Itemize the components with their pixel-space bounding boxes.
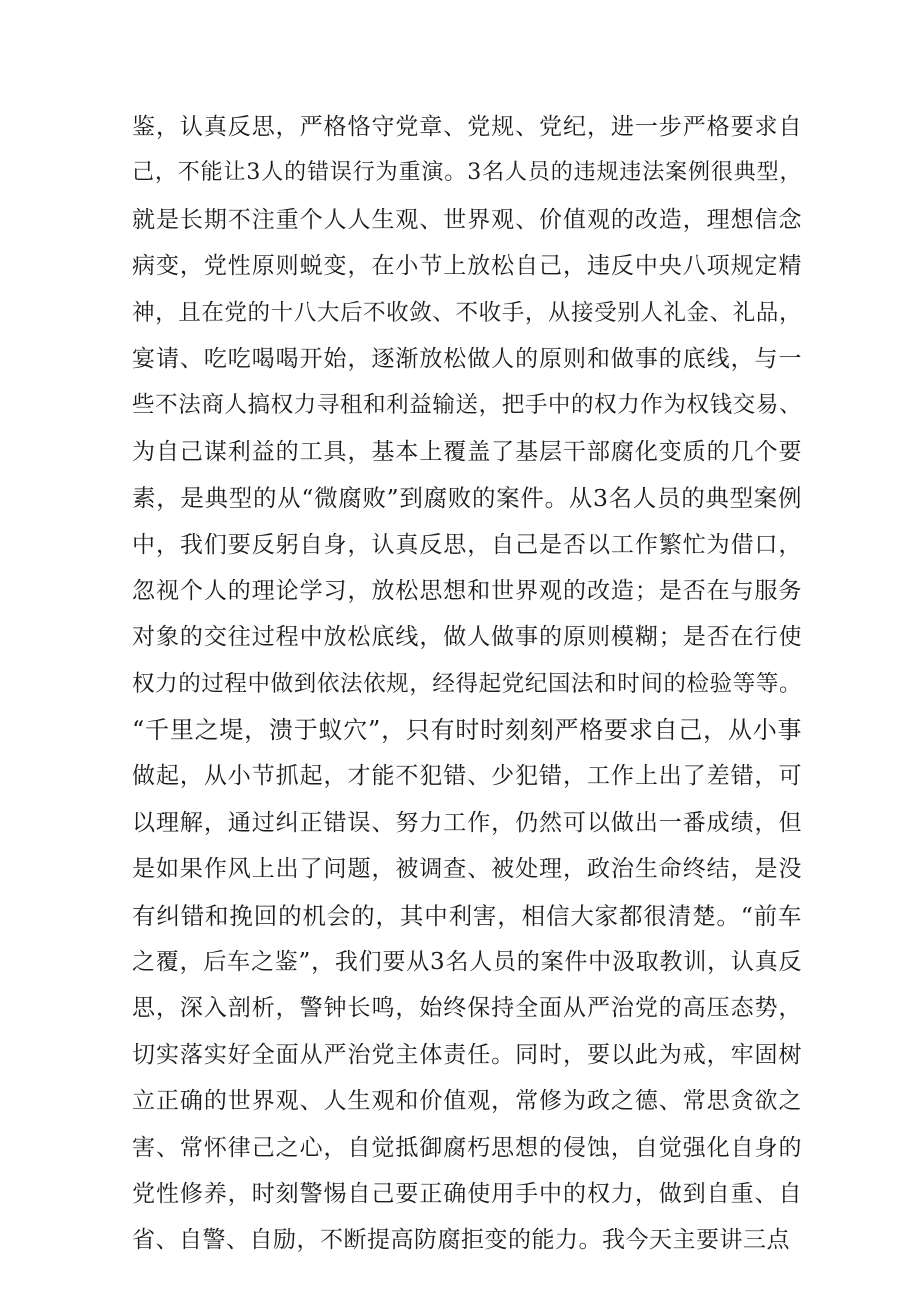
text-line: 切实落实好全面从严治党主体责任。同时，要以此为戒，牢固树 [132, 1041, 802, 1068]
text-line: 省、自警、自励，不断提高防腐拒变的能力。我今天主要讲三点 [132, 1227, 790, 1254]
text-line: 素，是典型的从“微腐败”到腐败的案件。从3名人员的典型案例 [132, 484, 802, 513]
text-line: “千里之堤，溃于蚁穴”，只有时时刻刻严格要求自己，从小事 [132, 716, 802, 745]
text-line: 思，深入剖析，警钟长鸣，始终保持全面从严治党的高压态势， [132, 995, 802, 1022]
text-line: 对象的交往过程中放松底线，做人做事的原则模糊；是否在行使 [132, 624, 802, 651]
text-line: 之覆，后车之鉴”，我们要从3名人员的案件中汲取教训，认真反 [132, 949, 802, 976]
text-line: 权力的过程中做到依法依规，经得起党纪国法和时间的检验等等。 [132, 670, 802, 697]
text-line: 中，我们要反躬自身，认真反思，自己是否以工作繁忙为借口， [132, 531, 802, 558]
text-line: 立正确的世界观、人生观和价值观，常修为政之德、常思贪欲之 [132, 1088, 802, 1115]
text-line: 宴请、吃吃喝喝开始，逐渐放松做人的原则和做事的底线，与一 [132, 345, 802, 372]
text-line: 为自己谋利益的工具，基本上覆盖了基层干部腐化变质的几个要 [132, 438, 802, 465]
text-line: 以理解，通过纠正错误、努力工作，仍然可以做出一番成绩，但 [132, 809, 802, 836]
text-line: 些不法商人搞权力寻租和利益输送，把手中的权力作为权钱交易、 [132, 392, 802, 419]
text-line: 病变，党性原则蜕变，在小节上放松自己，违反中央八项规定精 [132, 253, 802, 280]
text-line: 有纠错和挽回的机会的，其中利害，相信大家都很清楚。“前车 [132, 901, 802, 930]
text-line: 鉴，认真反思，严格恪守党章、党规、党纪，进一步严格要求自 [132, 114, 802, 140]
text-line: 就是长期不注重个人人生观、世界观、价值观的改造，理想信念 [132, 206, 802, 233]
text-line: 是如果作风上出了问题，被调查、被处理，政治生命终结，是没 [132, 856, 802, 883]
text-line: 己，不能让3人的错误行为重演。3名人员的违规违法案例很典型， [132, 160, 802, 186]
text-line: 害、常怀律己之心，自觉抵御腐朽思想的侵蚀，自觉强化自身的 [132, 1134, 802, 1161]
text-line: 党性修养，时刻警惕自己要正确使用手中的权力，做到自重、自 [132, 1180, 802, 1207]
text-line: 忽视个人的理论学习，放松思想和世界观的改造；是否在与服务 [132, 577, 802, 604]
text-line: 做起，从小节抓起，才能不犯错、少犯错，工作上出了差错，可 [132, 763, 802, 790]
body-text [132, 104, 802, 1264]
text-line: 神，且在党的十八大后不收敛、不收手，从接受别人礼金、礼品， [132, 299, 802, 326]
